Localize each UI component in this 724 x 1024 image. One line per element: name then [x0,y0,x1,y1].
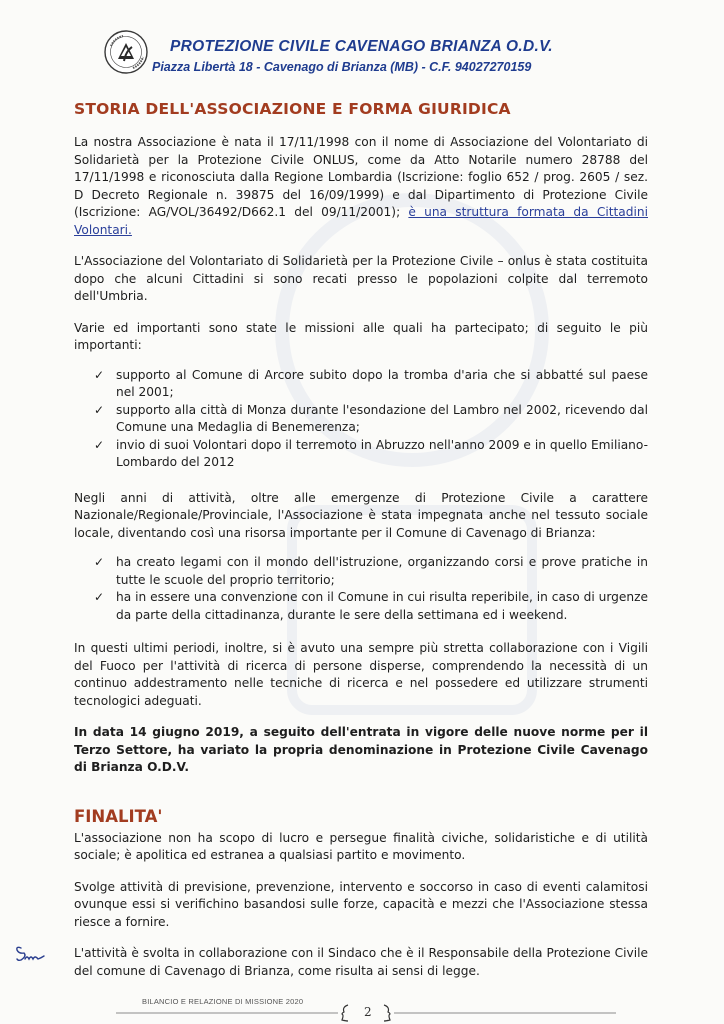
list-item: ✓ ha creato legami con il mondo dell'istruzione, organizzando corsi e prove pratiche in tutte le scuole del proprio territorio; [94,555,648,587]
organization-name: PROTEZIONE CIVILE CAVENAGO BRIANZA O.D.V. [170,38,553,55]
volunteers-link[interactable]: è una struttura formata da Cittadini Volontari. [74,205,648,237]
history-paragraph-4: Negli anni di attività, oltre alle emergenze di Protezione Civile a carattere Nazionale/Regionale/Provinciale, l'Associazione è stata impegnata anche nel tessuto sociale locale, diventando così una risorsa importante per il Comune di Cavenago di Brianza: [74,490,648,540]
document-body [74,100,648,980]
local-activities-list [74,554,648,624]
purpose-paragraph-2: Svolge attività di previsione, prevenzione, intervento e soccorso in caso di eventi calamitosi ovunque essi si verifichino basandosi sulle forze, capacità e mezzi che l'Associazione stessa riesce a fornire. [74,879,648,929]
checkmark-icon: ✓ [94,367,105,382]
checkmark-icon: ✓ [94,555,105,569]
history-paragraph-1-text: La nostra Associazione è nata il 17/11/1998 con il nome di Associazione del Volontariato di Solidarietà per la Protezione Civile ONLUS, come da Atto Notarile numero 28788 del 17/11/1998 e riconosciuta dalla Regione Lombardia (Iscrizione: foglio 652 / prog. 2605 / sez. D Decreto Regionale n. 39875 del 16/09/1999) e dal Dipartimento di Protezione Civile (Iscrizione: AG/VOL/36492/D662.1 del 09/11/2001); [74,135,648,219]
name-change-notice: In data 14 giugno 2019, a seguito dell'entrata in vigore delle nuove norme per il Terzo Settore, ha variato la propria denominazione in Protezione Civile Cavenago di Brianza O.D.V. [74,725,648,774]
history-paragraph-3: Varie ed importanti sono state le missioni alle quali ha partecipato; di seguito le più importanti: [74,320,648,352]
organization-address: Piazza Libertà 18 - Cavenago di Brianza (MB) - C.F. 94027270159 [152,60,532,74]
checkmark-icon: ✓ [94,590,105,604]
history-section-title: STORIA DELL'ASSOCIAZIONE E FORMA GIURIDICA [74,100,511,118]
missions-list [74,367,648,472]
history-paragraph-2: L'Associazione del Volontariato di Solidarietà per la Protezione Civile – onlus è stata costituita dopo che alcuni Cittadini si sono recati presso le popolazioni colpite dal terremoto dell'Umbria. [74,254,648,303]
list-item: ✓ supporto alla città di Monza durante l'esondazione del Lambro nel 2002, ricevendo dal Comune una Medaglia di Benemerenza; [94,402,648,434]
checkmark-icon: ✓ [94,437,105,452]
history-paragraph-5: In questi ultimi periodi, inoltre, si è avuto una sempre più stretta collaborazione con i Vigili del Fuoco per l'attività di ricerca di persone disperse, comprendendo la necessità di un continuo addestramento nelle tecniche di ricerca e nel possedere ed utilizzare strumenti tecnologici adeguati. [74,641,648,708]
purpose-paragraph-1: L'associazione non ha scopo di lucro e persegue finalità civiche, solidaristiche e di utilità sociale; è apolitica ed estranea a qualsiasi partito e movimento. [74,830,648,862]
list-item: ✓ invio di suoi Volontari dopo il terremoto in Abruzzo nell'anno 2009 e in quello Emiliano-Lombardo del 2012 [94,437,648,469]
footer-label: BILANCIO E RELAZIONE DI MISSIONE 2020 [142,997,304,1006]
purpose-section-title: FINALITA' [74,806,163,826]
letterhead [0,0,724,90]
history-paragraph-1 [74,134,648,239]
list-item: ✓ supporto al Comune di Arcore subito dopo la tromba d'aria che si abbatté sul paese nel 2001; [94,367,648,399]
civil-protection-logo-icon [103,29,149,75]
signature-initials [12,940,56,968]
checkmark-icon: ✓ [94,402,105,417]
page-number: 2 [364,1005,372,1019]
list-item: ✓ ha in essere una convenzione con il Comune in cui risulta reperibile, in caso di urgenze da parte della cittadinanza, durante le sere della settimana ed i weekend. [94,590,648,622]
purpose-paragraph-3: L'attività è svolta in collaborazione con il Sindaco che è il Responsabile della Protezione Civile del comune di Cavenago di Brianza, come risulta ai sensi di legge. [74,946,648,978]
